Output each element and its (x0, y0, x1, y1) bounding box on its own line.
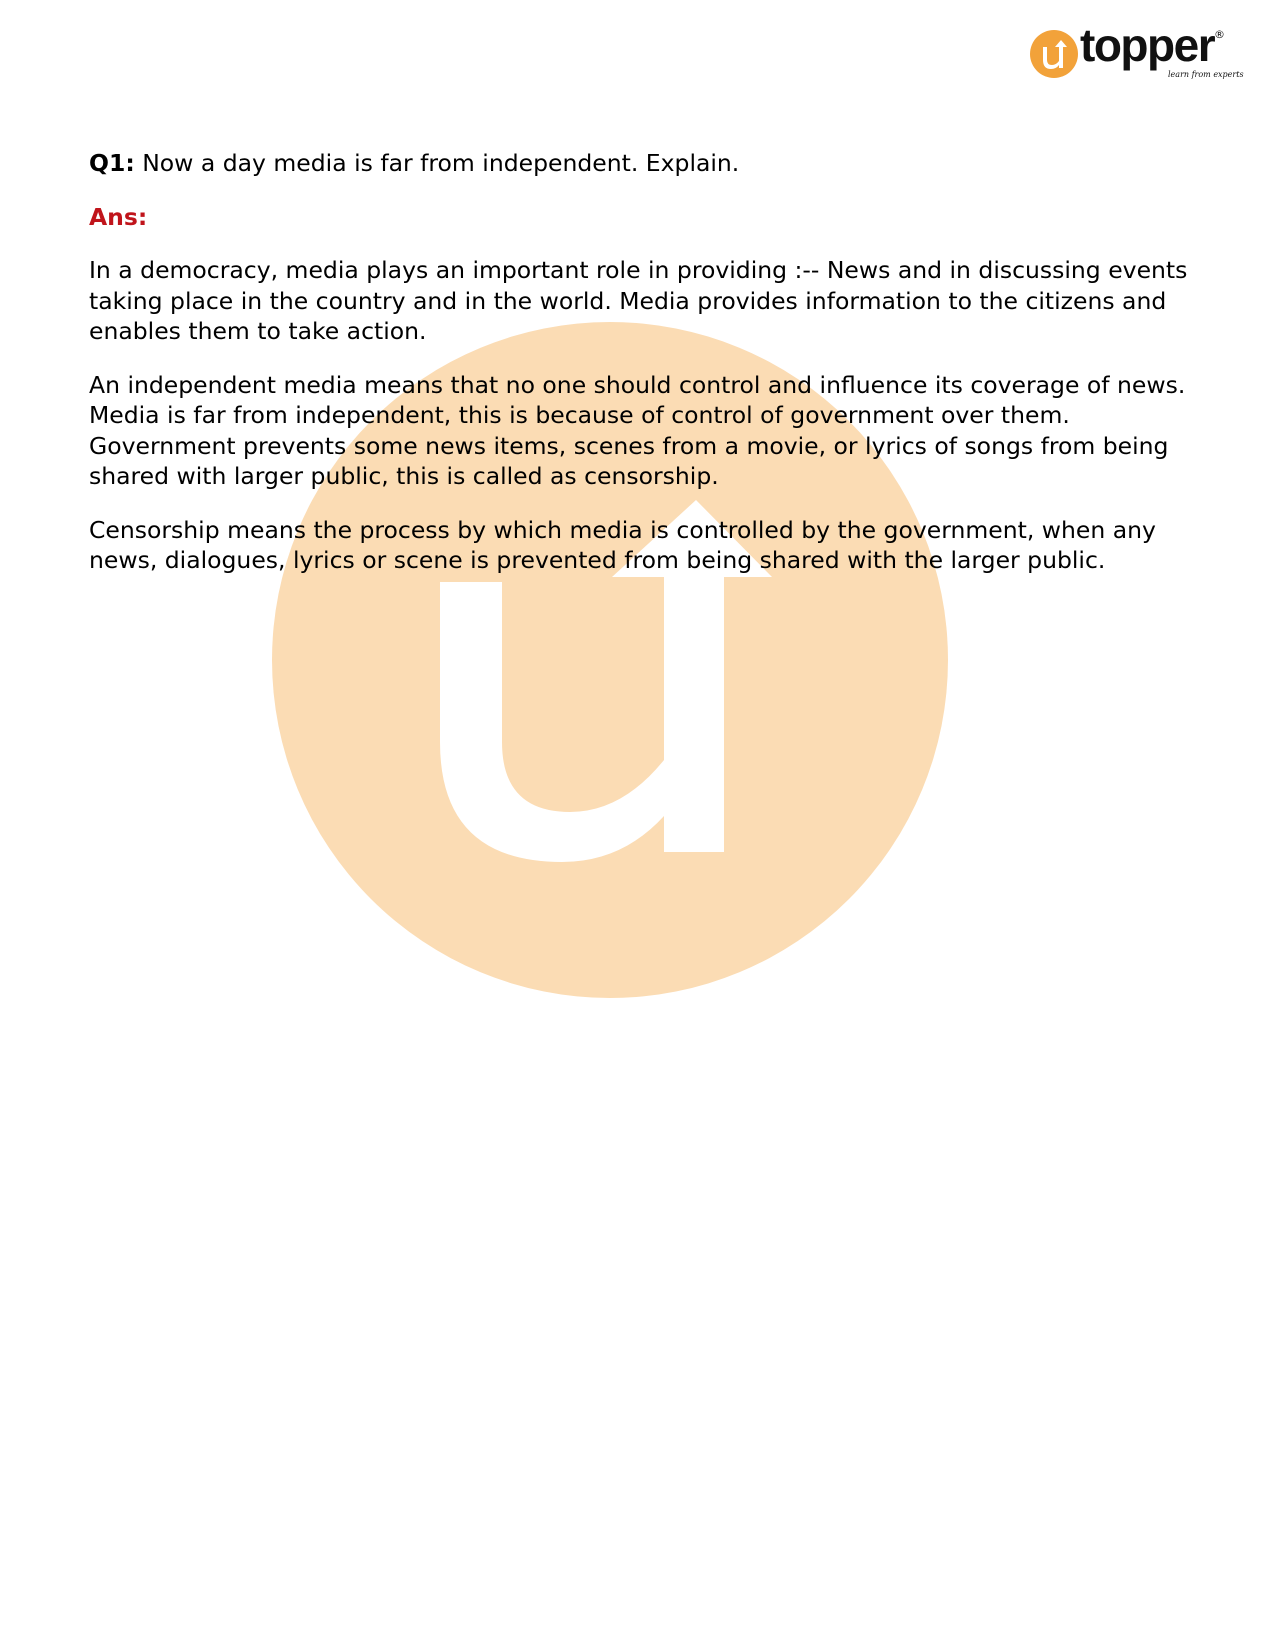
brand-tagline: learn from experts (1168, 70, 1244, 79)
answer-label: Ans: (89, 202, 148, 231)
question-label: Q1: (89, 149, 135, 177)
document-body (89, 148, 1199, 599)
question (89, 148, 1199, 179)
answer-paragraph: In a democracy, media plays an important role in providing :-- News and in discussing events taking place in the country and in the world. Media provides information to the citizens and enables them to take action. (89, 256, 1188, 345)
brand-logo (1030, 19, 1244, 92)
question-text: Now a day media is far from independent. Explain. (134, 149, 740, 177)
answer-paragraph: Censorship means the process by which media is controlled by the government, when any news, dialogues, lyrics or scene is prevented from being shared with the larger public. (89, 515, 1156, 574)
topper-logo-icon (1030, 30, 1078, 78)
brand-wordmark: topper (1080, 19, 1215, 71)
registered-mark: ® (1214, 28, 1225, 41)
answer-paragraph: An independent media means that no one should control and influence its coverage of news. Media is far from independent, this is because of control of government over them. Government prevents some news items, scenes from a movie, or lyrics of songs from being shared with larger public, this is called as censorship. (89, 370, 1186, 490)
